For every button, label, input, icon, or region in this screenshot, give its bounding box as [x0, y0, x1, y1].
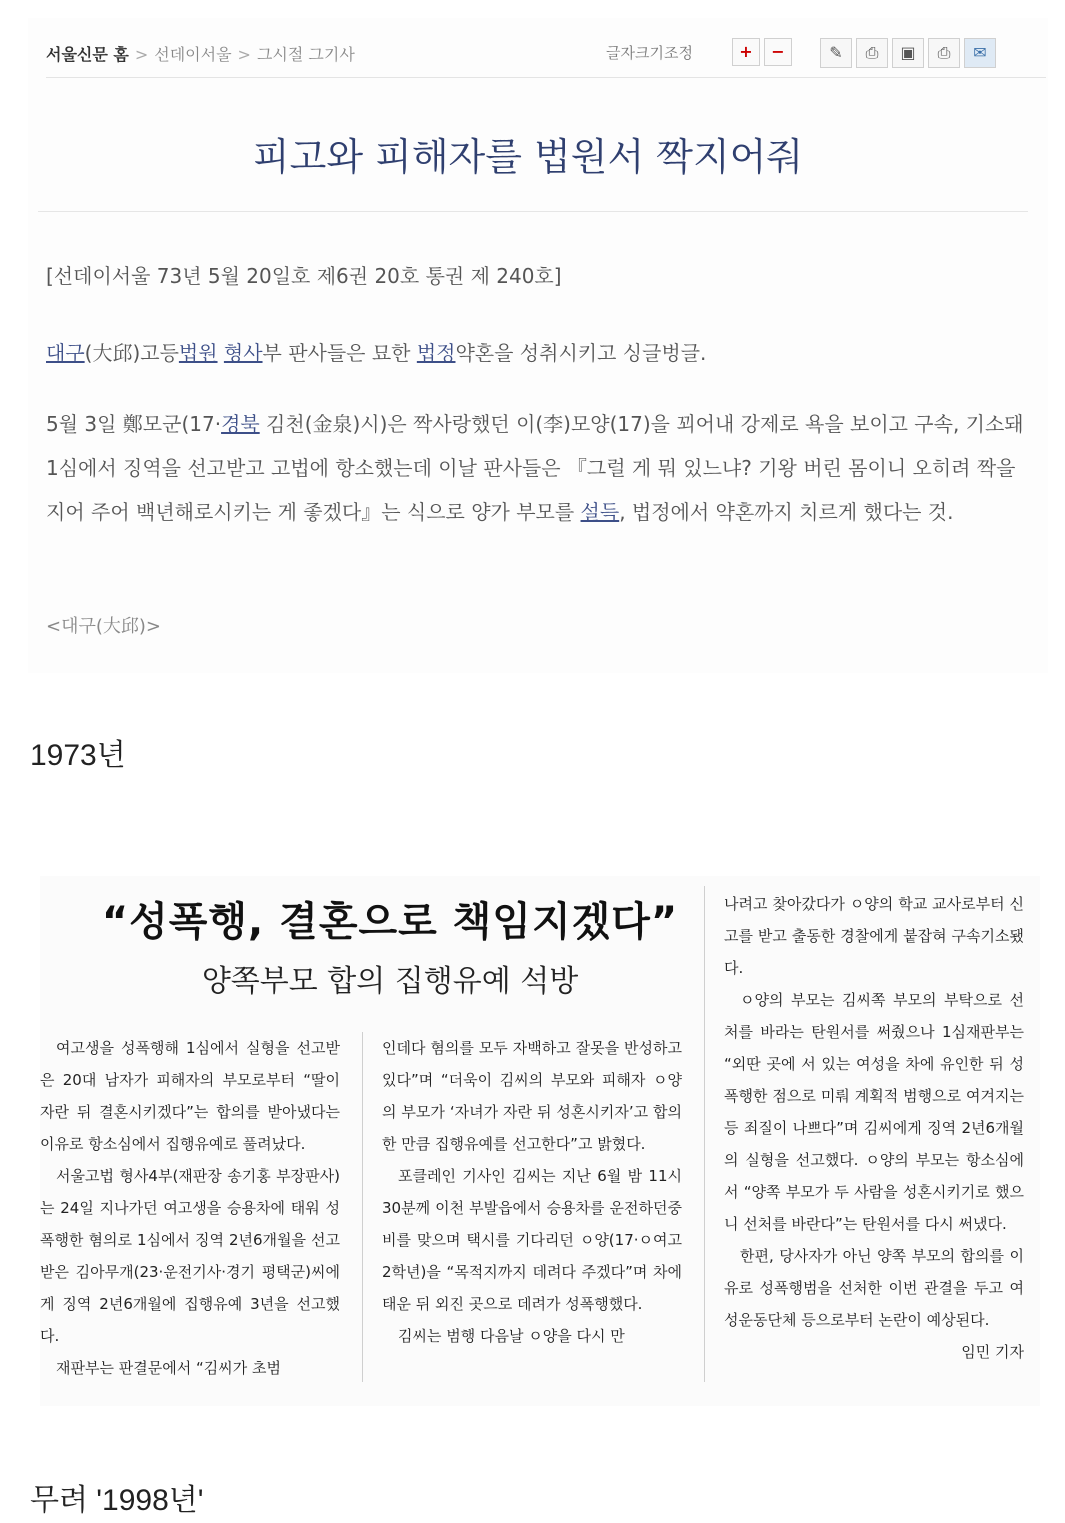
keyword-link-gyeongbuk[interactable]: 경북	[221, 412, 260, 436]
keyword-link-persuade[interactable]: 설득	[580, 500, 620, 524]
paragraph: 서울고법 형사4부(재판장 송기홍 부장판사)는 24일 지나가던 여고생을 승용차에 태워 성폭행한 혐의로 1심에서 징역 2년6개월을 선고받은 김아무개(23·운전기사·경기 평택군)씨에게 징역 2년6개월에 집행유예 3년을 선고했다.	[40, 1167, 340, 1345]
keyword-link-criminal[interactable]: 형사	[223, 341, 263, 365]
paragraph: 한편, 당사자가 아닌 양쪽 부모의 합의를 이유로 성폭행범을 선처한 이번 관결을 두고 여성운동단체 등으로부터 논란이 예상된다.	[724, 1247, 1024, 1329]
article-headline: 피고와 피해자를 법원서 짝지어줘	[252, 135, 804, 179]
article-paragraph-2: 5월 3일 鄭모군(17·경북 김천(金泉)시)은 짝사랑했던 이(李)모양(17)을 꾀어내 강제로 욕을 보이고 구속, 기소돼 1심에서 징역을 선고받고 고법에 항소했는데 이날 판사들은 『그럴 게 뭐 있느냐? 기왕 버린 몸이니 오히려 짝을 지어 주어 백년해로시키는 게 좋겠다』는 식으로 양가 부모를 설득, 법정에서 약혼까지 치르게 했다는 것.	[46, 412, 1024, 524]
article-column-1	[40, 1032, 340, 1384]
article-headline: “성폭행, 결혼으로 책임지겠다”	[101, 899, 679, 945]
font-decrease-button[interactable]: −	[764, 38, 792, 66]
paragraph: ㅇ양의 부모는 김씨쪽 부모의 부탁으로 선처를 바라는 탄원서를 써줬으나 1심재판부는 “외딴 곳에 서 있는 여성을 차에 유인한 뒤 성폭행한 점으로 미뤄 계획적 범행으로 여겨지는 등 죄질이 나쁘다”며 김씨에게 징역 2년6개월의 실형을 선고했다. ㅇ양의 부모는 항소심에서 “양쪽 부모가 두 사람을 성혼시키기로 했으니 선처를 바란다”는 탄원서를 다시 써냈다.	[724, 991, 1024, 1233]
email-icon[interactable]: ✉	[964, 38, 996, 68]
article-subheadline: 양쪽부모 합의 집행유예 석방	[201, 964, 579, 999]
save-icon[interactable]: ▣	[892, 38, 924, 68]
paragraph: 인데다 혐의를 모두 자백하고 잘못을 반성하고 있다”며 “더욱이 김씨의 부모와 피해자 ㅇ양의 부모가 ‘자녀가 자란 뒤 성혼시키자’고 합의한 만큼 집행유예를 선고한다”고 밝혔다.	[382, 1039, 682, 1153]
font-size-label: 글자크기조정	[606, 44, 693, 62]
scrap-icon[interactable]: ✎	[820, 38, 852, 68]
issue-info: [선데이서울 73년 5월 20일호 제6권 20호 통권 제 240호]	[46, 264, 562, 288]
font-increase-button[interactable]: +	[732, 38, 760, 66]
paragraph: 포클레인 기사인 김씨는 지난 6월 밤 11시30분께 이천 부발읍에서 승용차를 운전하던중 비를 맞으며 택시를 기다리던 ㅇ양(17·ㅇ여고 2학년)을 “목적지까지 데려다 주겠다”며 차에 태운 뒤 외진 곳으로 데려가 성폭행했다.	[382, 1167, 682, 1313]
breadcrumb-separator: >	[134, 45, 149, 64]
breadcrumb-separator: >	[237, 45, 251, 64]
breadcrumb-home[interactable]: 서울신문 홈	[46, 45, 129, 64]
column-divider	[362, 1032, 363, 1382]
caption-year-1973: 1973년	[30, 739, 126, 772]
article-byline: <대구(大邱)>	[46, 616, 161, 637]
print-icon[interactable]: ⎙	[856, 38, 888, 68]
breadcrumb-item-old-articles[interactable]: 그시절 그기사	[256, 45, 355, 64]
breadcrumb-item-sunday-seoul[interactable]: 선데이서울	[154, 45, 232, 64]
keyword-link-daegu[interactable]: 대구	[46, 341, 85, 365]
article-1973	[28, 18, 1048, 673]
keyword-link-court[interactable]: 법원	[178, 341, 218, 365]
caption-year-1998: 무려 '1998년'	[30, 1484, 204, 1517]
article-column-2	[382, 1032, 682, 1352]
divider	[38, 211, 1028, 212]
paragraph: 김씨는 범행 다음날 ㅇ양을 다시 만	[398, 1327, 625, 1345]
keyword-link-courtroom[interactable]: 법정	[416, 341, 456, 365]
print-preview-icon[interactable]: ⎙	[928, 38, 960, 68]
article-paragraph-1: 대구(大邱)고등법원 형사부 판사들은 묘한 법정약혼을 성취시키고 싱글벙글.	[46, 341, 707, 365]
breadcrumb	[46, 42, 355, 65]
article-1998	[40, 876, 1040, 1406]
paragraph: 나려고 찾아갔다가 ㅇ양의 학교 교사로부터 신고를 받고 출동한 경찰에게 붙잡혀 구속기소됐다.	[724, 895, 1024, 977]
column-divider	[704, 886, 705, 1382]
article-toolbar	[46, 28, 1046, 78]
article-column-3	[724, 888, 1024, 1368]
paragraph: 여고생을 성폭행해 1심에서 실형을 선고받은 20대 남자가 피해자의 부모로부터 “딸이 자란 뒤 결혼시키겠다”는 합의를 받아냈다는 이유로 항소심에서 집행유예로 풀려났다.	[40, 1039, 340, 1153]
paragraph: 재판부는 판결문에서 “김씨가 초범	[56, 1359, 281, 1377]
reporter-byline: 임민 기자	[961, 1343, 1024, 1361]
